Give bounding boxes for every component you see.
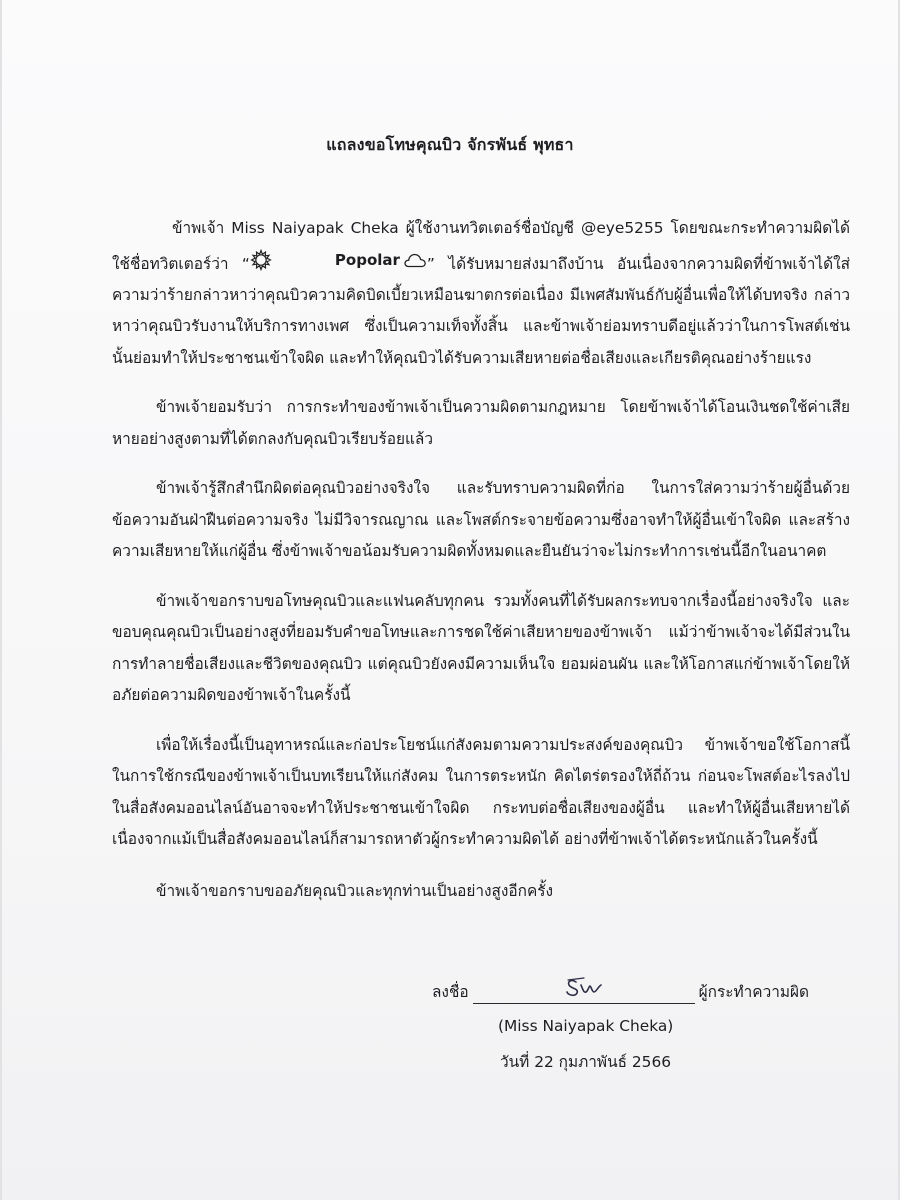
paragraph-3: ข้าพเจ้ารู้สึกสำนึกผิดต่อคุณบิวอย่างจริงใจ และรับทราบความผิดที่ก่อ ในการใส่ความว่าร้ายผู้อื่นด้วยข้อความอันฝ่าฝืนต่อความจริง ไม่มีวิจารณญาณ และโพสต์กระจายข้อความซึ่งอาจทำให้ผู้อื่นเข้าใจผิด และสร้างความเสียหายให้แก่ผู้อื่น ซึ่งข้าพเจ้าขอน้อมรับความผิดทั้งหมดและยืนยันว่าจะไม่กระทำการเช่นนี้อีกในอนาคต	[112, 479, 850, 561]
twitter-display-name	[250, 245, 427, 277]
cloud-icon	[403, 251, 427, 269]
twitter-display-name-text: Popolar	[334, 250, 400, 269]
paragraph-4: ข้าพเจ้าขอกราบขอโทษคุณบิวและแฟนคลับทุกคน รวมทั้งคนที่ได้รับผลกระทบจากเรื่องนี้อย่างจริงใจ และขอบคุณคุณบิวเป็นอย่างสูงที่ยอมรับคำขอโทษและการชดใช้ค่าเสียหายของข้าพเจ้า แม้ว่าข้าพเจ้าจะได้มีส่วนในการทำลายชื่อเสียงและชีวิตของคุณบิว แต่คุณบิวยังคงมีความเห็นใจ ยอมผ่อนผัน และให้โอกาสแก่ข้าพเจ้าโดยให้อภัยต่อความผิดของข้าพเจ้าในครั้งนี้	[112, 591, 850, 705]
signature-date: วันที่ 22 กุมภาพันธ์ 2566	[500, 1053, 672, 1071]
paragraph-6: ข้าพเจ้าขอกราบขออภัยคุณบิวและทุกท่านเป็นอย่างสูงอีกครั้ง	[156, 881, 554, 900]
paragraph-5: เพื่อให้เรื่องนี้เป็นอุทาหรณ์และก่อประโยชน์แก่สังคมตามความประสงค์ของคุณบิว ข้าพเจ้าขอใช้โอกาสนี้ในการใช้กรณีของข้าพเจ้าเป็นบทเรียนให้แก่สังคม ในการตระหนัก คิดไตร่ตรองให้ถี่ถ้วน ก่อนจะโพสต์อะไรลงไปในสื่อสังคมออนไลน์อันอาจจะทำให้ประชาชนเข้าใจผิด กระทบต่อชื่อเสียงของผู้อื่น และทำให้ผู้อื่นเสียหายได้เนื่องจากแม้เป็นสื่อสังคมออนไลน์ก็สามารถหาตัวผู้กระทำความผิดได้ อย่างที่ข้าพเจ้าได้ตระหนักแล้วในครั้งนี้	[112, 735, 850, 849]
sign-label: ลงชื่อ	[432, 983, 469, 1001]
paragraph-1-rest-text: ” ได้รับหมายส่งมาถึงบ้าน อันเนื่องจากความผิดที่ข้าพเจ้าได้ใส่ความว่าร้ายกล่าวหาว่าคุณบิวความคิดบิดเบี้ยวเหมือนฆาตกรต่อเนื่อง มีเพศสัมพันธ์กับผู้อื่นเพื่อให้ได้บทจริง กล่าวหาว่าคุณบิวรับงานให้บริการทางเพศ ซึ่งเป็นความเท็จทั้งสิ้น และข้าพเจ้าย่อมทราบดีอยู่แล้วว่าในการโพสต์เช่นนั้นย่อมทำให้ประชาชนเข้าใจผิด และทำให้คุณบิวได้รับความเสียหายต่อชื่อเสียงและเกียรติคุณอย่างร้ายแรง	[112, 254, 850, 367]
paragraph-2: ข้าพเจ้ายอมรับว่า การกระทำของข้าพเจ้าเป็นความผิดตามกฎหมาย โดยข้าพเจ้าได้โอนเงินชดใช้ค่าเสียหายอย่างสูงตามที่ได้ตกลงกับคุณบิวเรียบร้อยแล้ว	[112, 398, 850, 448]
signature-row	[432, 968, 852, 1004]
signature-block	[432, 968, 852, 1078]
printed-name: (Miss Naiyapak Cheka)	[498, 1017, 674, 1035]
handwritten-signature	[563, 976, 607, 1000]
offender-role-label: ผู้กระทำความผิด	[698, 983, 810, 1001]
signature-line	[473, 983, 695, 1004]
document-title: แถลงขอโทษคุณบิว จักรพันธ์ พุทธา	[326, 135, 574, 154]
paragraph-1	[112, 213, 850, 374]
letter-body	[112, 213, 850, 907]
paper-left-edge	[0, 0, 2, 1200]
sunflower-icon	[250, 249, 272, 271]
paragraph-1-lead-text: ข้าพเจ้า Miss Naiyapak Cheka ผู้ใช้งานทวิตเตอร์ชื่อบัญชี @eye5255 โดยขณะกระทำความผิดได้ใช้ชื่อทวิตเตอร์ว่า “	[112, 219, 850, 273]
